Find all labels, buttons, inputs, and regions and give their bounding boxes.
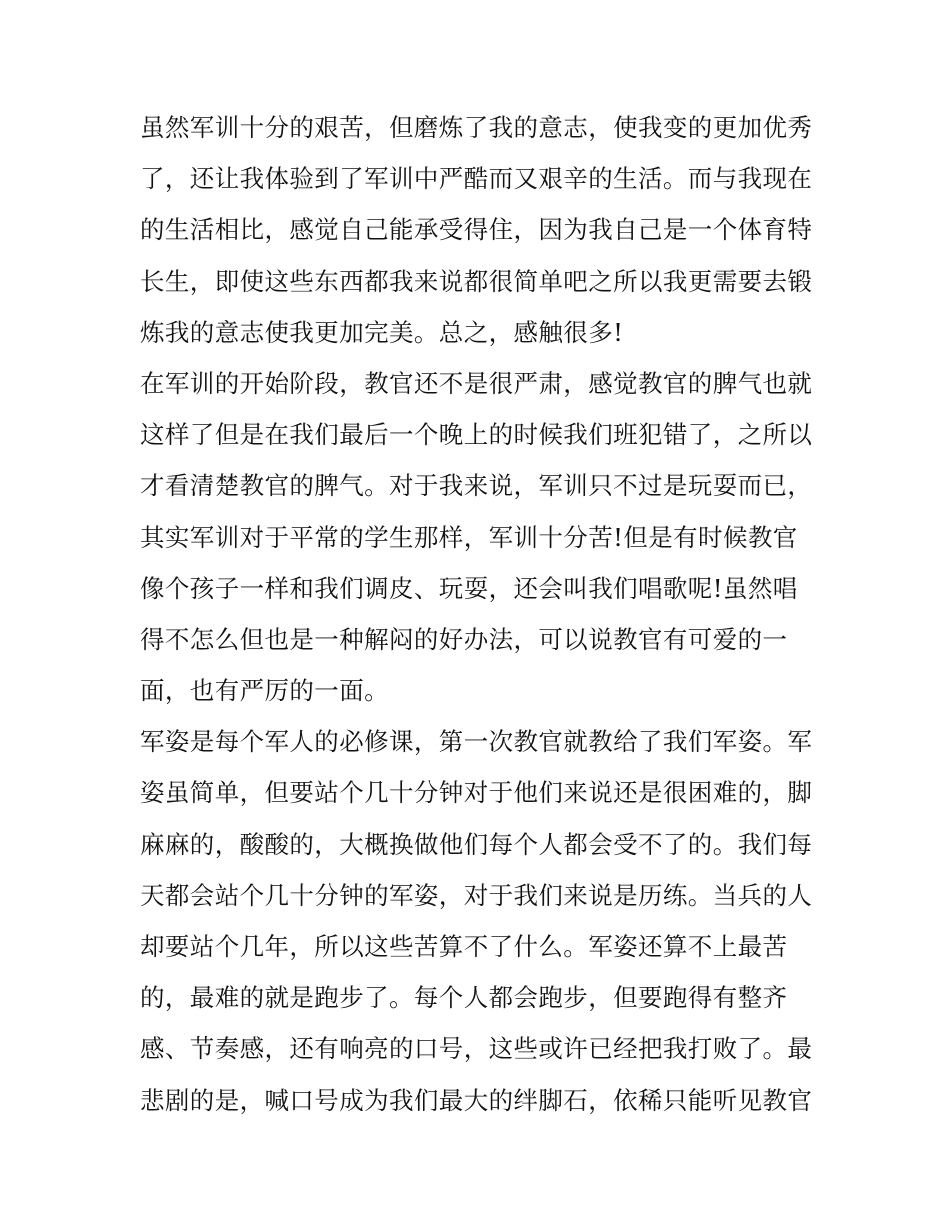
text-line: 面，也有严厉的一面。 <box>140 676 389 706</box>
text-line: 这样了但是在我们最后一个晚上的时候我们班犯错了，之所以 <box>140 420 813 450</box>
text-line: 姿虽简单，但要站个几十分钟对于他们来说还是很困难的，脚 <box>140 778 813 808</box>
text-line: 在军训的开始阶段，教官还不是很严肃，感觉教官的脾气也就 <box>140 368 813 398</box>
text-line: 军姿是每个军人的必修课，第一次教官就教给了我们军姿。军 <box>140 727 813 757</box>
text-line: 了，还让我体验到了军训中严酷而又艰辛的生活。而与我现在 <box>140 164 813 194</box>
text-line: 虽然军训十分的艰苦，但磨炼了我的意志，使我变的更加优秀 <box>140 113 813 142</box>
text-line: 长生，即使这些东西都我来说都很简单吧之所以我更需要去锻 <box>140 266 813 296</box>
text-line: 的生活相比，感觉自己能承受得住，因为我自己是一个体育特 <box>140 215 813 245</box>
text-line: 像个孩子一样和我们调皮、玩耍，还会叫我们唱歌呢!虽然唱 <box>140 573 798 603</box>
document-body <box>140 102 820 1126</box>
text-line: 悲剧的是，喊口号成为我们最大的绊脚石，依稀只能听见教官 <box>140 1085 813 1115</box>
text-line: 炼我的意志使我更加完美。总之，感触很多! <box>140 317 624 347</box>
text-line: 天都会站个几十分钟的军姿，对于我们来说是历练。当兵的人 <box>140 880 813 910</box>
text-line: 得不怎么但也是一种解闷的好办法，可以说教官有可爱的一 <box>140 624 788 654</box>
text-line: 其实军训对于平常的学生那样，军训十分苦!但是有时候教官 <box>140 522 798 552</box>
text-line: 却要站个几年，所以这些苦算不了什么。军姿还算不上最苦 <box>140 932 788 961</box>
text-line: 麻麻的，酸酸的，大概换做他们每个人都会受不了的。我们每 <box>140 829 813 859</box>
text-line: 感、节奏感，还有响亮的口号，这些或许已经把我打败了。最 <box>140 1034 813 1064</box>
text-line: 才看清楚教官的脾气。对于我来说，军训只不过是玩耍而已， <box>140 471 813 501</box>
text-line: 的，最难的就是跑步了。每个人都会跑步，但要跑得有整齐 <box>140 983 788 1013</box>
